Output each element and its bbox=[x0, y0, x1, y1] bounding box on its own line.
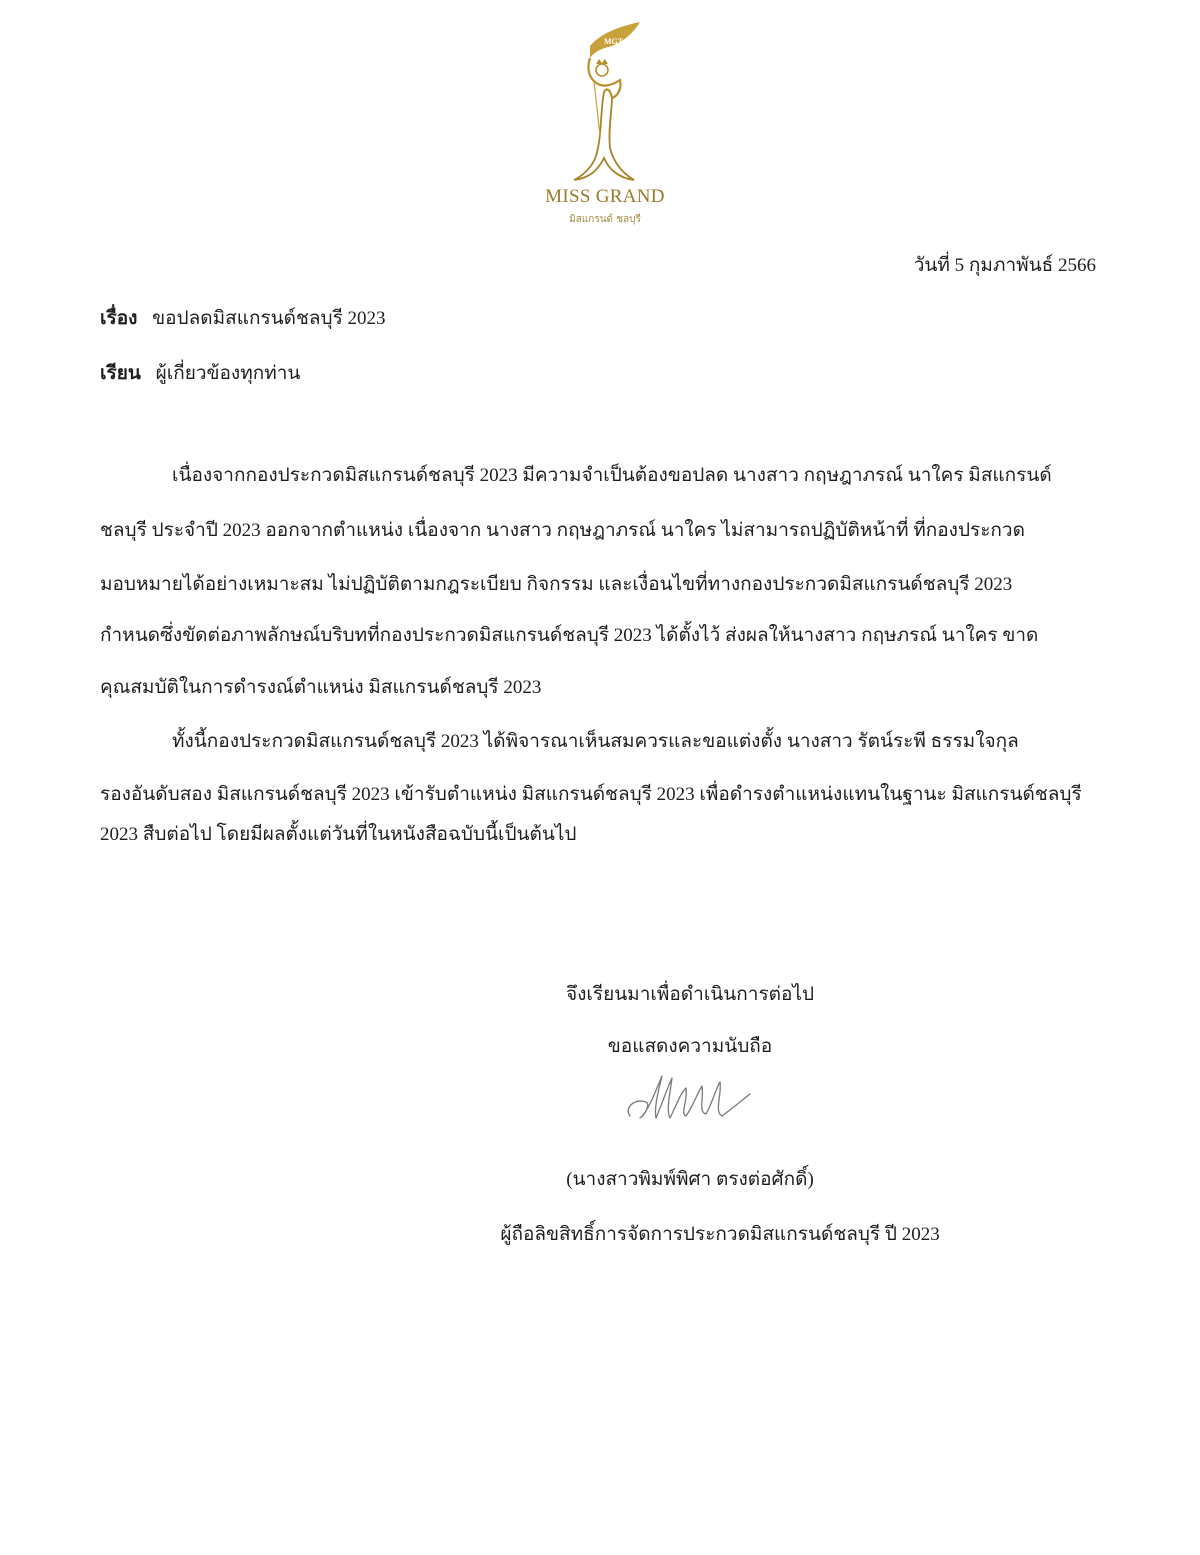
closing-text: จึงเรียนมาเพื่อดำเนินการต่อไป bbox=[565, 984, 815, 1005]
recipient-label: เรียน bbox=[100, 363, 141, 384]
paragraph1-line: มอบหมายได้อย่างเหมาะสม ไม่ปฏิบัติตามกฎระเบียบ กิจกรรม และเงื่อนไขที่ทางกองประกวดมิสแกรนด์ชลบุรี 2023 bbox=[100, 574, 1013, 595]
logo-title: MISS GRAND bbox=[545, 186, 665, 207]
paragraph1-line: คุณสมบัติในการดำรงณ์ตำแหน่ง มิสแกรนด์ชลบุรี 2023 bbox=[100, 677, 542, 698]
crown-figure-icon bbox=[560, 18, 650, 188]
paragraph1-line: ชลบุรี ประจำปี 2023 ออกจากตำแหน่ง เนื่องจาก นางสาว กฤษฎาภรณ์ นาใคร ไม่สามารถปฏิบัติหน้าที่ ที่กองประกวด bbox=[100, 520, 1025, 541]
subject-row bbox=[100, 306, 386, 332]
recipient-text: ผู้เกี่ยวข้องทุกท่าน bbox=[155, 363, 301, 384]
subject-label: เรื่อง bbox=[100, 308, 138, 329]
signature-image bbox=[620, 1068, 770, 1128]
paragraph2-line: 2023 สืบต่อไป โดยมีผลตั้งแต่วันที่ในหนังสือฉบับนี้เป็นต้นไป bbox=[100, 824, 577, 845]
signatory-title: ผู้ถือลิขสิทธิ์การจัดการประกวดมิสแกรนด์ชลบุรี ปี 2023 bbox=[500, 1224, 940, 1245]
paragraph1-line: เนื่องจากกองประกวดมิสแกรนด์ชลบุรี 2023 มีความจำเป็นต้องขอปลด นางสาว กฤษฎาภรณ์ นาใคร มิสแกรนด์ bbox=[172, 465, 1052, 486]
miss-grand-logo bbox=[520, 18, 690, 233]
subject-text: ขอปลดมิสแกรนด์ชลบุรี 2023 bbox=[152, 308, 386, 329]
paragraph2-line: ทั้งนี้กองประกวดมิสแกรนด์ชลบุรี 2023 ได้พิจารณาเห็นสมควรและขอแต่งตั้ง นางสาว รัตน์ระพี ธรรมใจกุล bbox=[172, 731, 1019, 752]
letter-date: วันที่ 5 กุมภาพันธ์ 2566 bbox=[913, 255, 1096, 276]
paragraph1-line: กำหนดซึ่งขัดต่อภาพลักษณ์บริบทที่กองประกวดมิสแกรนด์ชลบุรี 2023 ได้ตั้งไว้ ส่งผลให้นางสาว กฤษภรณ์ นาใคร ขาด bbox=[100, 625, 1039, 646]
svg-text:MGT: MGT bbox=[604, 37, 624, 46]
signatory-name: (นางสาวพิมพ์พิศา ตรงต่อศักดิ์) bbox=[566, 1169, 814, 1190]
logo-subtitle: มิสแกรนด์ ชลบุรี bbox=[569, 214, 641, 225]
paragraph2-line: รองอันดับสอง มิสแกรนด์ชลบุรี 2023 เข้ารับตำแหน่ง มิสแกรนด์ชลบุรี 2023 เพื่อดำรงตำแหน่งแทนในฐานะ มิสแกรนด์ชลบุรี bbox=[100, 784, 1082, 805]
recipient-row bbox=[100, 361, 300, 387]
regards-text: ขอแสดงความนับถือ bbox=[607, 1036, 773, 1057]
